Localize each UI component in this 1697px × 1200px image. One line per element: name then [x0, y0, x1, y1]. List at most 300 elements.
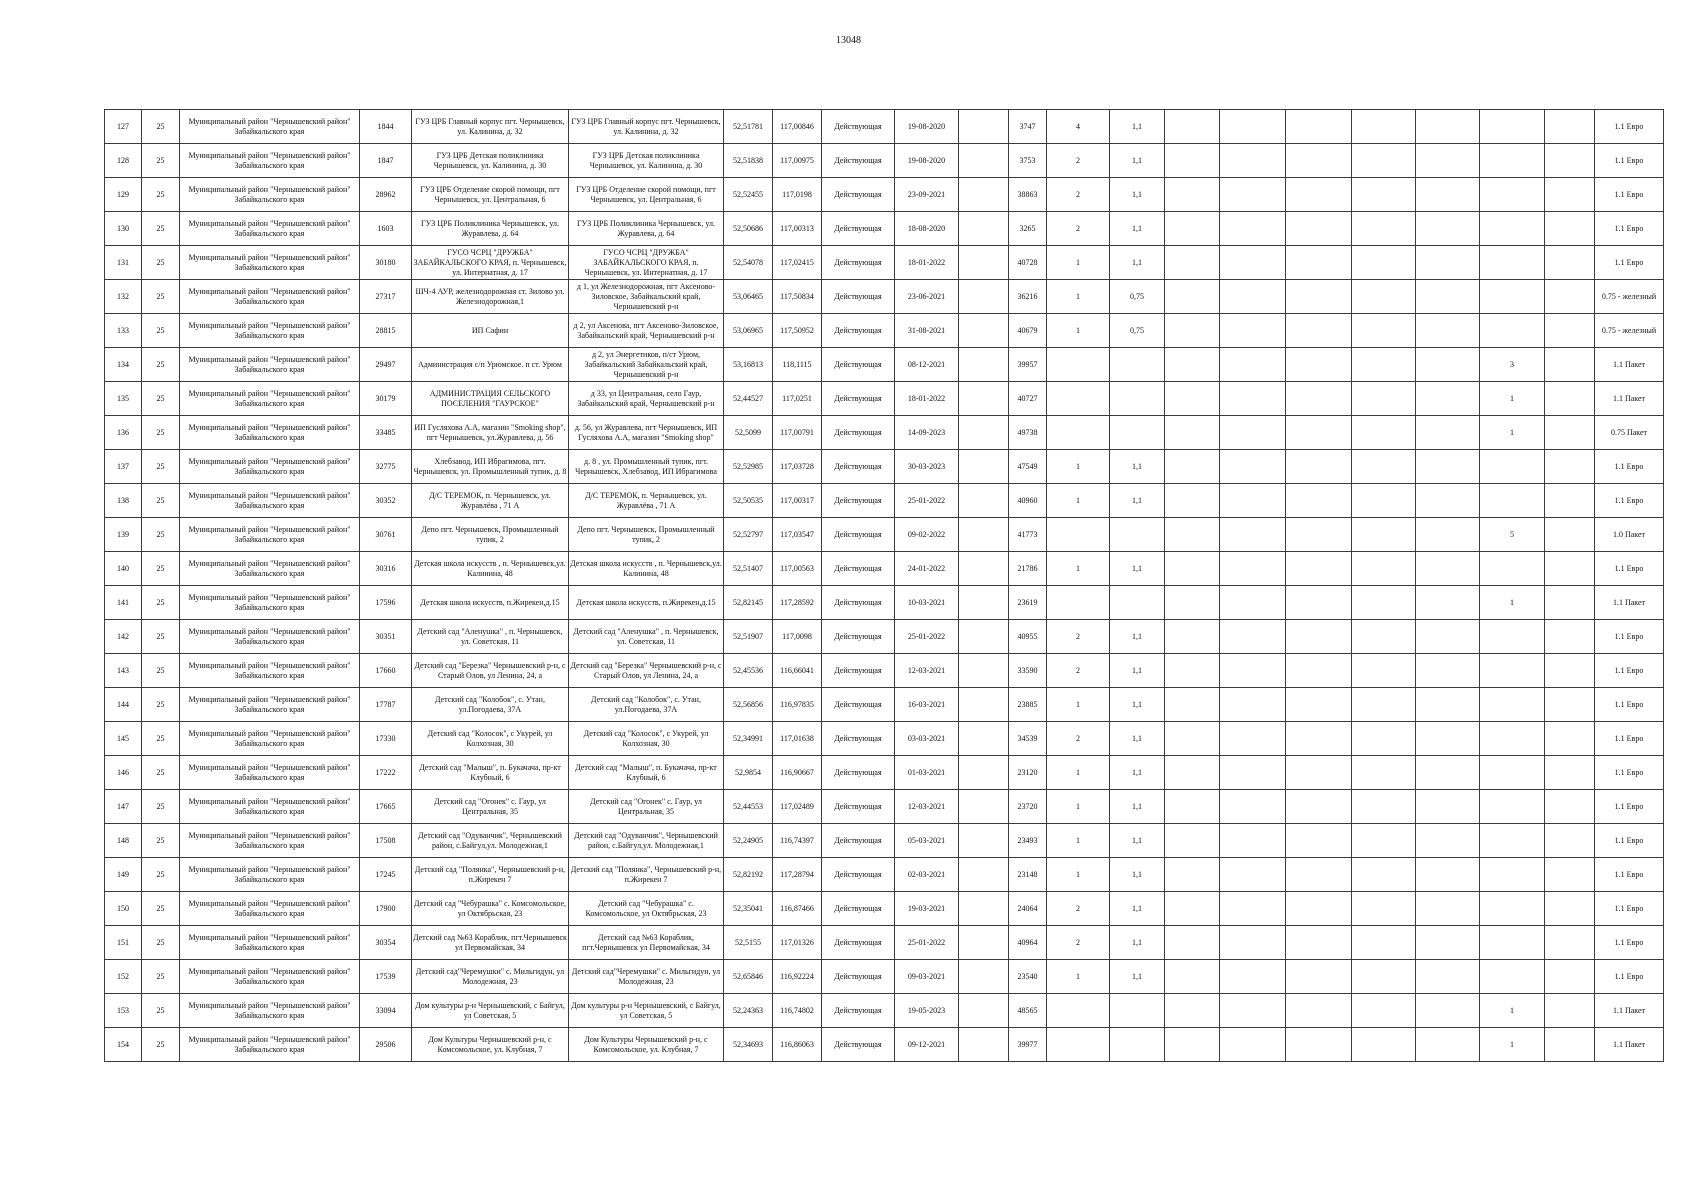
cell-extra-f: [1416, 790, 1480, 824]
cell-region-code: 25: [142, 518, 180, 552]
cell-extra-c: [1220, 314, 1286, 348]
cell-extra-d: [1286, 994, 1352, 1028]
cell-source-address: АДМИНИСТРАЦИЯ СЕЛЬСКОГО ПОСЕЛЕНИЯ "ГАУРСКОЕ": [412, 382, 569, 416]
cell-latitude: 52,50686: [724, 212, 773, 246]
cell-extra-e: [1352, 654, 1416, 688]
cell-container-count: 2: [1047, 212, 1110, 246]
cell-bag-count: 1: [1480, 382, 1545, 416]
cell-extra-e: [1352, 348, 1416, 382]
cell-container-type: 1.1 Евро: [1595, 620, 1664, 654]
cell-source-address: Дом Культуры Чернышевский р-н, с Комсомольское, ул. Клубная, 7: [412, 1028, 569, 1062]
cell-extra-e: [1352, 280, 1416, 314]
cell-extra-b: [1165, 620, 1220, 654]
cell-municipality: Муниципальный район "Чернышевский район" Забайкальского края: [180, 960, 360, 994]
cell-extra-d: [1286, 484, 1352, 518]
cell-longitude: 117,03547: [773, 518, 822, 552]
cell-location-address: ГУЗ ЦРБ Главный корпус пгт. Чернышевск, ул. Калинина, д. 32: [569, 110, 724, 144]
table-row: [105, 382, 1664, 416]
cell-registry-id: 23619: [1009, 586, 1047, 620]
cell-row-number: 132: [105, 280, 142, 314]
cell-site-id: 17665: [360, 790, 412, 824]
cell-extra-e: [1352, 484, 1416, 518]
cell-registry-id: 40727: [1009, 382, 1047, 416]
table-row: [105, 960, 1664, 994]
cell-status: Действующая: [822, 416, 895, 450]
cell-extra-c: [1220, 416, 1286, 450]
cell-extra-g: [1545, 790, 1595, 824]
table-row: [105, 416, 1664, 450]
page-number: 13048: [836, 35, 861, 46]
cell-extra-c: [1220, 144, 1286, 178]
cell-site-id: 30179: [360, 382, 412, 416]
cell-extra-f: [1416, 756, 1480, 790]
cell-site-id: 17330: [360, 722, 412, 756]
cell-extra-a: [959, 246, 1009, 280]
cell-row-number: 133: [105, 314, 142, 348]
cell-longitude: 118,1115: [773, 348, 822, 382]
cell-region-code: 25: [142, 484, 180, 518]
cell-extra-d: [1286, 246, 1352, 280]
cell-extra-c: [1220, 722, 1286, 756]
cell-container-type: 1.1 Пакет: [1595, 994, 1664, 1028]
cell-date: 19-08-2020: [895, 110, 959, 144]
cell-site-id: 30316: [360, 552, 412, 586]
cell-extra-b: [1165, 212, 1220, 246]
cell-source-address: Детский сад "Колобок", с. Утан, ул.Погодаева, 37А: [412, 688, 569, 722]
cell-row-number: 140: [105, 552, 142, 586]
cell-longitude: 117,00563: [773, 552, 822, 586]
cell-extra-a: [959, 586, 1009, 620]
cell-registry-id: 47549: [1009, 450, 1047, 484]
cell-status: Действующая: [822, 688, 895, 722]
cell-longitude: 116,86063: [773, 1028, 822, 1062]
cell-row-number: 127: [105, 110, 142, 144]
cell-region-code: 25: [142, 960, 180, 994]
cell-extra-b: [1165, 178, 1220, 212]
cell-container-volume: 1,1: [1110, 654, 1165, 688]
cell-extra-g: [1545, 892, 1595, 926]
cell-latitude: 52,24905: [724, 824, 773, 858]
cell-registry-id: 40960: [1009, 484, 1047, 518]
cell-location-address: Детская школа искусств , п. Чернышевск,ул. Калинина, 48: [569, 552, 724, 586]
cell-extra-a: [959, 552, 1009, 586]
cell-registry-id: 36216: [1009, 280, 1047, 314]
cell-extra-f: [1416, 994, 1480, 1028]
cell-container-count: 2: [1047, 926, 1110, 960]
cell-status: Действующая: [822, 484, 895, 518]
cell-extra-g: [1545, 722, 1595, 756]
cell-extra-c: [1220, 280, 1286, 314]
cell-source-address: Детский сад "Березка" Чернышевский р-н, с Старый Олов, ул Ленина, 24, а: [412, 654, 569, 688]
cell-bag-count: [1480, 280, 1545, 314]
cell-bag-count: [1480, 858, 1545, 892]
cell-container-volume: 1,1: [1110, 450, 1165, 484]
cell-location-address: Дом культуры р-н Чернышевский, с Байгул, ул Советская, 5: [569, 994, 724, 1028]
cell-row-number: 128: [105, 144, 142, 178]
cell-extra-b: [1165, 586, 1220, 620]
cell-extra-c: [1220, 790, 1286, 824]
cell-municipality: Муниципальный район "Чернышевский район" Забайкальского края: [180, 722, 360, 756]
cell-date: 25-01-2022: [895, 620, 959, 654]
cell-location-address: д 1, ул Железнодорожная, пгт Аксеново-Зиловское, Забайкальский край, Чернышевский р-н: [569, 280, 724, 314]
cell-extra-d: [1286, 178, 1352, 212]
cell-row-number: 137: [105, 450, 142, 484]
cell-extra-e: [1352, 994, 1416, 1028]
cell-date: 31-08-2021: [895, 314, 959, 348]
cell-extra-g: [1545, 110, 1595, 144]
cell-extra-e: [1352, 144, 1416, 178]
cell-extra-g: [1545, 824, 1595, 858]
cell-container-type: 0.75 - железный: [1595, 314, 1664, 348]
cell-registry-id: 40955: [1009, 620, 1047, 654]
cell-extra-b: [1165, 1028, 1220, 1062]
cell-extra-f: [1416, 654, 1480, 688]
table-row: [105, 1028, 1664, 1062]
cell-site-id: 30761: [360, 518, 412, 552]
cell-container-type: 1.1 Пакет: [1595, 586, 1664, 620]
cell-extra-e: [1352, 416, 1416, 450]
cell-extra-b: [1165, 858, 1220, 892]
cell-extra-g: [1545, 314, 1595, 348]
cell-bag-count: [1480, 246, 1545, 280]
cell-extra-a: [959, 926, 1009, 960]
cell-container-count: 2: [1047, 654, 1110, 688]
cell-region-code: 25: [142, 620, 180, 654]
cell-extra-g: [1545, 552, 1595, 586]
cell-extra-g: [1545, 382, 1595, 416]
cell-longitude: 116,74802: [773, 994, 822, 1028]
cell-extra-d: [1286, 790, 1352, 824]
cell-bag-count: [1480, 552, 1545, 586]
cell-extra-e: [1352, 110, 1416, 144]
cell-status: Действующая: [822, 620, 895, 654]
cell-source-address: ГУЗ ЦРБ Поликлиника Чернышевск, ул. Журавлева, д. 64: [412, 212, 569, 246]
cell-row-number: 138: [105, 484, 142, 518]
cell-row-number: 129: [105, 178, 142, 212]
cell-extra-g: [1545, 518, 1595, 552]
cell-container-type: 1.1 Евро: [1595, 484, 1664, 518]
cell-extra-b: [1165, 348, 1220, 382]
cell-source-address: Дом культуры р-н Чернышевский, с Байгул, ул Советская, 5: [412, 994, 569, 1028]
cell-container-count: [1047, 586, 1110, 620]
cell-site-id: 29497: [360, 348, 412, 382]
cell-source-address: Детский сад "Чебурашка" с. Комсомольское, ул Октябрьская, 23: [412, 892, 569, 926]
cell-municipality: Муниципальный район "Чернышевский район" Забайкальского края: [180, 586, 360, 620]
cell-site-id: 30354: [360, 926, 412, 960]
cell-bag-count: [1480, 960, 1545, 994]
cell-region-code: 25: [142, 586, 180, 620]
cell-longitude: 117,28794: [773, 858, 822, 892]
cell-extra-c: [1220, 756, 1286, 790]
cell-container-count: [1047, 382, 1110, 416]
cell-source-address: ГУЗ ЦРБ Главный корпус пгт. Чернышевск, ул. Калинина, д. 32: [412, 110, 569, 144]
cell-extra-d: [1286, 858, 1352, 892]
cell-extra-f: [1416, 824, 1480, 858]
cell-container-volume: 1,1: [1110, 620, 1165, 654]
cell-extra-g: [1545, 416, 1595, 450]
cell-date: 19-03-2021: [895, 892, 959, 926]
cell-extra-e: [1352, 960, 1416, 994]
cell-municipality: Муниципальный район "Чернышевский район" Забайкальского края: [180, 416, 360, 450]
cell-extra-f: [1416, 144, 1480, 178]
cell-latitude: 52,45536: [724, 654, 773, 688]
cell-source-address: ГУЗ ЦРБ Детская поликлиника Чернышевск, ул. Калинина, д. 30: [412, 144, 569, 178]
cell-registry-id: 3753: [1009, 144, 1047, 178]
cell-extra-g: [1545, 858, 1595, 892]
cell-extra-d: [1286, 1028, 1352, 1062]
cell-date: 09-12-2021: [895, 1028, 959, 1062]
cell-container-count: 1: [1047, 688, 1110, 722]
cell-extra-c: [1220, 348, 1286, 382]
cell-registry-id: 41773: [1009, 518, 1047, 552]
cell-extra-e: [1352, 892, 1416, 926]
cell-date: 18-08-2020: [895, 212, 959, 246]
cell-extra-a: [959, 314, 1009, 348]
table-row: [105, 212, 1664, 246]
cell-container-type: 1.1 Евро: [1595, 144, 1664, 178]
cell-status: Действующая: [822, 178, 895, 212]
cell-longitude: 117,03728: [773, 450, 822, 484]
cell-longitude: 117,02415: [773, 246, 822, 280]
cell-site-id: 33094: [360, 994, 412, 1028]
cell-region-code: 25: [142, 178, 180, 212]
cell-longitude: 117,00313: [773, 212, 822, 246]
cell-extra-g: [1545, 348, 1595, 382]
cell-extra-c: [1220, 246, 1286, 280]
cell-extra-g: [1545, 994, 1595, 1028]
cell-latitude: 52,52455: [724, 178, 773, 212]
cell-source-address: Детская школа искусств, п.Жирекен,д.15: [412, 586, 569, 620]
cell-extra-g: [1545, 246, 1595, 280]
cell-extra-b: [1165, 722, 1220, 756]
cell-extra-d: [1286, 722, 1352, 756]
cell-status: Действующая: [822, 994, 895, 1028]
cell-location-address: Депо пгт. Чернышевск, Промышленный тупик, 2: [569, 518, 724, 552]
cell-extra-d: [1286, 756, 1352, 790]
cell-container-type: 1.1 Евро: [1595, 552, 1664, 586]
cell-region-code: 25: [142, 212, 180, 246]
cell-municipality: Муниципальный район "Чернышевский район" Забайкальского края: [180, 484, 360, 518]
cell-container-count: [1047, 1028, 1110, 1062]
cell-container-type: 1.1 Евро: [1595, 824, 1664, 858]
cell-container-count: 2: [1047, 144, 1110, 178]
cell-location-address: Детский сад "Малыш", п. Букачача, пр-кт Клубный, 6: [569, 756, 724, 790]
cell-region-code: 25: [142, 1028, 180, 1062]
table-row: [105, 552, 1664, 586]
cell-municipality: Муниципальный район "Чернышевский район" Забайкальского края: [180, 892, 360, 926]
cell-extra-d: [1286, 926, 1352, 960]
cell-municipality: Муниципальный район "Чернышевский район" Забайкальского края: [180, 858, 360, 892]
cell-extra-g: [1545, 144, 1595, 178]
cell-longitude: 117,01326: [773, 926, 822, 960]
cell-region-code: 25: [142, 654, 180, 688]
cell-extra-a: [959, 382, 1009, 416]
cell-latitude: 52,9854: [724, 756, 773, 790]
cell-extra-c: [1220, 824, 1286, 858]
cell-extra-c: [1220, 654, 1286, 688]
cell-latitude: 52,50535: [724, 484, 773, 518]
table-row: [105, 246, 1664, 280]
cell-container-type: 1.1 Евро: [1595, 110, 1664, 144]
cell-latitude: 52,65846: [724, 960, 773, 994]
cell-registry-id: 49738: [1009, 416, 1047, 450]
cell-site-id: 32775: [360, 450, 412, 484]
cell-extra-a: [959, 654, 1009, 688]
cell-latitude: 52,82192: [724, 858, 773, 892]
cell-extra-b: [1165, 654, 1220, 688]
cell-date: 24-01-2022: [895, 552, 959, 586]
cell-extra-g: [1545, 212, 1595, 246]
cell-extra-b: [1165, 790, 1220, 824]
cell-registry-id: 23885: [1009, 688, 1047, 722]
cell-registry-id: 48565: [1009, 994, 1047, 1028]
cell-municipality: Муниципальный район "Чернышевский район" Забайкальского края: [180, 790, 360, 824]
cell-extra-d: [1286, 824, 1352, 858]
cell-source-address: Детский сад "Огонек" с. Гаур, ул Центральная, 35: [412, 790, 569, 824]
cell-source-address: Детский сад "Полянка", Чернышевский р-н, п.Жирекен 7: [412, 858, 569, 892]
cell-registry-id: 40728: [1009, 246, 1047, 280]
cell-source-address: ГУЗ ЦРБ Отделение скорой помощи, пгт Чернышевск, ул. Центральная, 6: [412, 178, 569, 212]
cell-source-address: ШЧ-4 АУР, железнодорожная ст. Зилово ул. Железнодорожная,1: [412, 280, 569, 314]
cell-container-volume: [1110, 382, 1165, 416]
cell-source-address: ИП Гусляхова А.А, магазин "Smoking shop", пгт Чернышевск, ул.Журавлева, д. 56: [412, 416, 569, 450]
cell-latitude: 52,56856: [724, 688, 773, 722]
cell-municipality: Муниципальный район "Чернышевский район" Забайкальского края: [180, 756, 360, 790]
cell-container-volume: 1,1: [1110, 892, 1165, 926]
cell-registry-id: 3747: [1009, 110, 1047, 144]
cell-row-number: 135: [105, 382, 142, 416]
cell-longitude: 116,74397: [773, 824, 822, 858]
cell-row-number: 143: [105, 654, 142, 688]
cell-extra-b: [1165, 518, 1220, 552]
cell-extra-e: [1352, 824, 1416, 858]
cell-extra-f: [1416, 960, 1480, 994]
cell-bag-count: 1: [1480, 994, 1545, 1028]
cell-status: Действующая: [822, 518, 895, 552]
cell-extra-e: [1352, 586, 1416, 620]
cell-bag-count: [1480, 178, 1545, 212]
cell-extra-a: [959, 178, 1009, 212]
cell-location-address: д. 56, ул Журавлева, пгт Чернышевск, ИП Гусляхова А.А, магазин "Smoking shop": [569, 416, 724, 450]
cell-registry-id: 40679: [1009, 314, 1047, 348]
cell-extra-a: [959, 450, 1009, 484]
cell-extra-b: [1165, 450, 1220, 484]
cell-status: Действующая: [822, 144, 895, 178]
cell-status: Действующая: [822, 110, 895, 144]
cell-date: 23-06-2021: [895, 280, 959, 314]
cell-extra-e: [1352, 212, 1416, 246]
cell-region-code: 25: [142, 348, 180, 382]
cell-extra-d: [1286, 552, 1352, 586]
cell-bag-count: [1480, 144, 1545, 178]
cell-container-volume: 1,1: [1110, 824, 1165, 858]
cell-extra-g: [1545, 450, 1595, 484]
cell-extra-e: [1352, 178, 1416, 212]
cell-container-count: [1047, 994, 1110, 1028]
cell-container-count: 2: [1047, 620, 1110, 654]
cell-extra-d: [1286, 382, 1352, 416]
cell-container-volume: [1110, 586, 1165, 620]
cell-container-volume: 1,1: [1110, 722, 1165, 756]
cell-bag-count: 1: [1480, 586, 1545, 620]
cell-site-id: 33485: [360, 416, 412, 450]
cell-date: 12-03-2021: [895, 654, 959, 688]
cell-date: 14-09-2023: [895, 416, 959, 450]
cell-extra-a: [959, 892, 1009, 926]
cell-latitude: 52,54078: [724, 246, 773, 280]
cell-latitude: 52,44527: [724, 382, 773, 416]
cell-extra-d: [1286, 892, 1352, 926]
cell-extra-b: [1165, 994, 1220, 1028]
cell-site-id: 28815: [360, 314, 412, 348]
cell-container-count: 2: [1047, 892, 1110, 926]
cell-date: 19-05-2023: [895, 994, 959, 1028]
cell-region-code: 25: [142, 144, 180, 178]
cell-extra-e: [1352, 722, 1416, 756]
cell-date: 09-02-2022: [895, 518, 959, 552]
cell-status: Действующая: [822, 348, 895, 382]
cell-extra-a: [959, 756, 1009, 790]
table-row: [105, 824, 1664, 858]
cell-region-code: 25: [142, 994, 180, 1028]
cell-longitude: 117,00846: [773, 110, 822, 144]
cell-longitude: 116,66041: [773, 654, 822, 688]
table-row: [105, 280, 1664, 314]
cell-extra-a: [959, 144, 1009, 178]
cell-location-address: Детский сад №63 Кораблик, пгт.Чернышевск ул Первомайская, 34: [569, 926, 724, 960]
cell-bag-count: [1480, 824, 1545, 858]
cell-region-code: 25: [142, 892, 180, 926]
cell-extra-c: [1220, 212, 1286, 246]
cell-extra-e: [1352, 314, 1416, 348]
cell-extra-d: [1286, 348, 1352, 382]
cell-row-number: 150: [105, 892, 142, 926]
cell-site-id: 1844: [360, 110, 412, 144]
cell-location-address: Детский сад"Черемушки" с. Мильгидун, ул Молодежная, 23: [569, 960, 724, 994]
cell-latitude: 52,34693: [724, 1028, 773, 1062]
cell-site-id: 30351: [360, 620, 412, 654]
table-row: [105, 994, 1664, 1028]
cell-extra-b: [1165, 552, 1220, 586]
cell-extra-b: [1165, 756, 1220, 790]
cell-container-count: 1: [1047, 246, 1110, 280]
cell-extra-f: [1416, 1028, 1480, 1062]
cell-container-type: 1.1 Евро: [1595, 960, 1664, 994]
cell-bag-count: [1480, 688, 1545, 722]
cell-source-address: Детский сад №63 Кораблик, пгт.Чернышевск ул Первомайская, 34: [412, 926, 569, 960]
cell-site-id: 1847: [360, 144, 412, 178]
cell-region-code: 25: [142, 722, 180, 756]
cell-source-address: Хлебзавод, ИП Ибрагимова, пгт. Чернышевск, ул. Промышленный тупик, д. 8: [412, 450, 569, 484]
cell-container-volume: 1,1: [1110, 790, 1165, 824]
cell-row-number: 136: [105, 416, 142, 450]
cell-extra-a: [959, 348, 1009, 382]
cell-status: Действующая: [822, 246, 895, 280]
cell-site-id: 17900: [360, 892, 412, 926]
cell-registry-id: 23148: [1009, 858, 1047, 892]
cell-location-address: Детский сад "Одуванчик", Чернышевский район, с.Байгул,ул. Молодежная,1: [569, 824, 724, 858]
cell-container-volume: 0,75: [1110, 280, 1165, 314]
cell-region-code: 25: [142, 790, 180, 824]
cell-extra-f: [1416, 586, 1480, 620]
cell-extra-a: [959, 1028, 1009, 1062]
cell-site-id: 30180: [360, 246, 412, 280]
cell-bag-count: [1480, 110, 1545, 144]
cell-extra-d: [1286, 416, 1352, 450]
cell-extra-f: [1416, 688, 1480, 722]
cell-registry-id: 23120: [1009, 756, 1047, 790]
cell-container-count: 2: [1047, 722, 1110, 756]
